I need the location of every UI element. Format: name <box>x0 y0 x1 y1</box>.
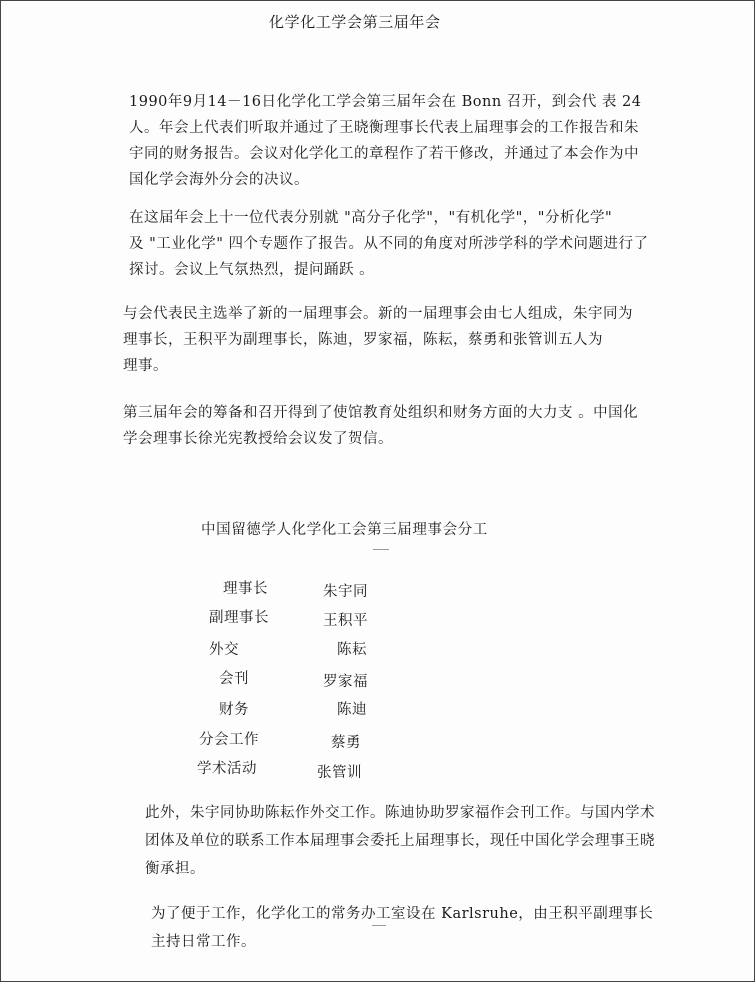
scan-mark <box>373 549 389 550</box>
role-label: 副理事长 <box>209 610 269 626</box>
paragraph-line: 1990年9月14－16日化学化工学会第三届年会在 Bonn 召开，到会代 表 24 <box>129 94 642 110</box>
paragraph-line: 在这届年会上十一位代表分别就 "高分子化学"，"有机化学"，"分析化学" <box>129 210 613 226</box>
role-label: 分会工作 <box>199 732 259 748</box>
closing-paragraph-2 <box>151 900 653 956</box>
paragraph-line: 人。年会上代表们听取并通过了王晓衡理事长代表上届理事会的工作报告和朱 <box>129 120 639 136</box>
role-name: 罗家福 <box>323 674 368 690</box>
role-name: 陈耘 <box>337 642 367 658</box>
paragraph-line: 学会理事长徐光宪教授给会议发了贺信。 <box>123 431 393 447</box>
paragraph-1 <box>129 89 641 193</box>
role-label: 财务 <box>219 702 249 718</box>
paragraph-line: 及 "工业化学" 四个专题作了报告。从不同的角度对所涉学科的学术问题进行了 <box>129 236 649 252</box>
role-name: 蔡勇 <box>331 735 361 751</box>
paragraph-4 <box>123 400 638 452</box>
paragraph-line: 衡承担。 <box>145 861 205 877</box>
paragraph-line: 与会代表民主选举了新的一届理事会。新的一届理事会由七人组成，朱宇同为 <box>123 306 633 322</box>
role-name: 陈迪 <box>337 702 367 718</box>
paragraph-line: 主持日常工作。 <box>151 934 256 950</box>
paragraph-line: 宇同的财务报告。会议对化学化工的章程作了若干修改，并通过了本会作为中 <box>129 146 639 162</box>
section-subtitle: 中国留德学人化学化工会第三届理事会分工 <box>201 522 488 538</box>
role-name: 王积平 <box>323 613 368 629</box>
role-name: 张管训 <box>317 765 362 781</box>
role-label: 理事长 <box>223 581 268 597</box>
role-label: 会刊 <box>219 671 249 687</box>
document-title: 化学化工学会第三届年会 <box>269 13 441 31</box>
paragraph-line: 理事。 <box>123 358 168 374</box>
role-label: 学术活动 <box>197 761 257 777</box>
paragraph-line: 国化学会海外分会的决议。 <box>129 172 309 188</box>
paragraph-line: 此外，朱宇同协助陈耘作外交工作。陈迪协助罗家福作会刊工作。与国内学术 <box>145 805 655 821</box>
paragraph-line: 第三届年会的筹备和召开得到了使馆教育处组织和财务方面的大力支 。中国化 <box>123 405 639 421</box>
closing-paragraph-1 <box>145 799 655 883</box>
paragraph-2 <box>129 205 649 283</box>
paragraph-line: 为了便于工作，化学化工的常务办工室设在 Karlsruhe，由王积平副理事长 <box>151 906 654 922</box>
role-name: 朱宇同 <box>323 584 368 600</box>
paragraph-3 <box>123 301 633 379</box>
paragraph-line: 团体及单位的联系工作本届理事会委托上届理事长，现任中国化学会理事王晓 <box>145 833 655 849</box>
paragraph-line: 探讨。会议上气氛热烈，提问踊跃 。 <box>129 262 375 278</box>
scan-mark <box>372 925 386 926</box>
role-label: 外交 <box>209 642 239 658</box>
paragraph-line: 理事长，王积平为副理事长，陈迪，罗家福，陈耘，蔡勇和张管训五人为 <box>123 332 603 348</box>
